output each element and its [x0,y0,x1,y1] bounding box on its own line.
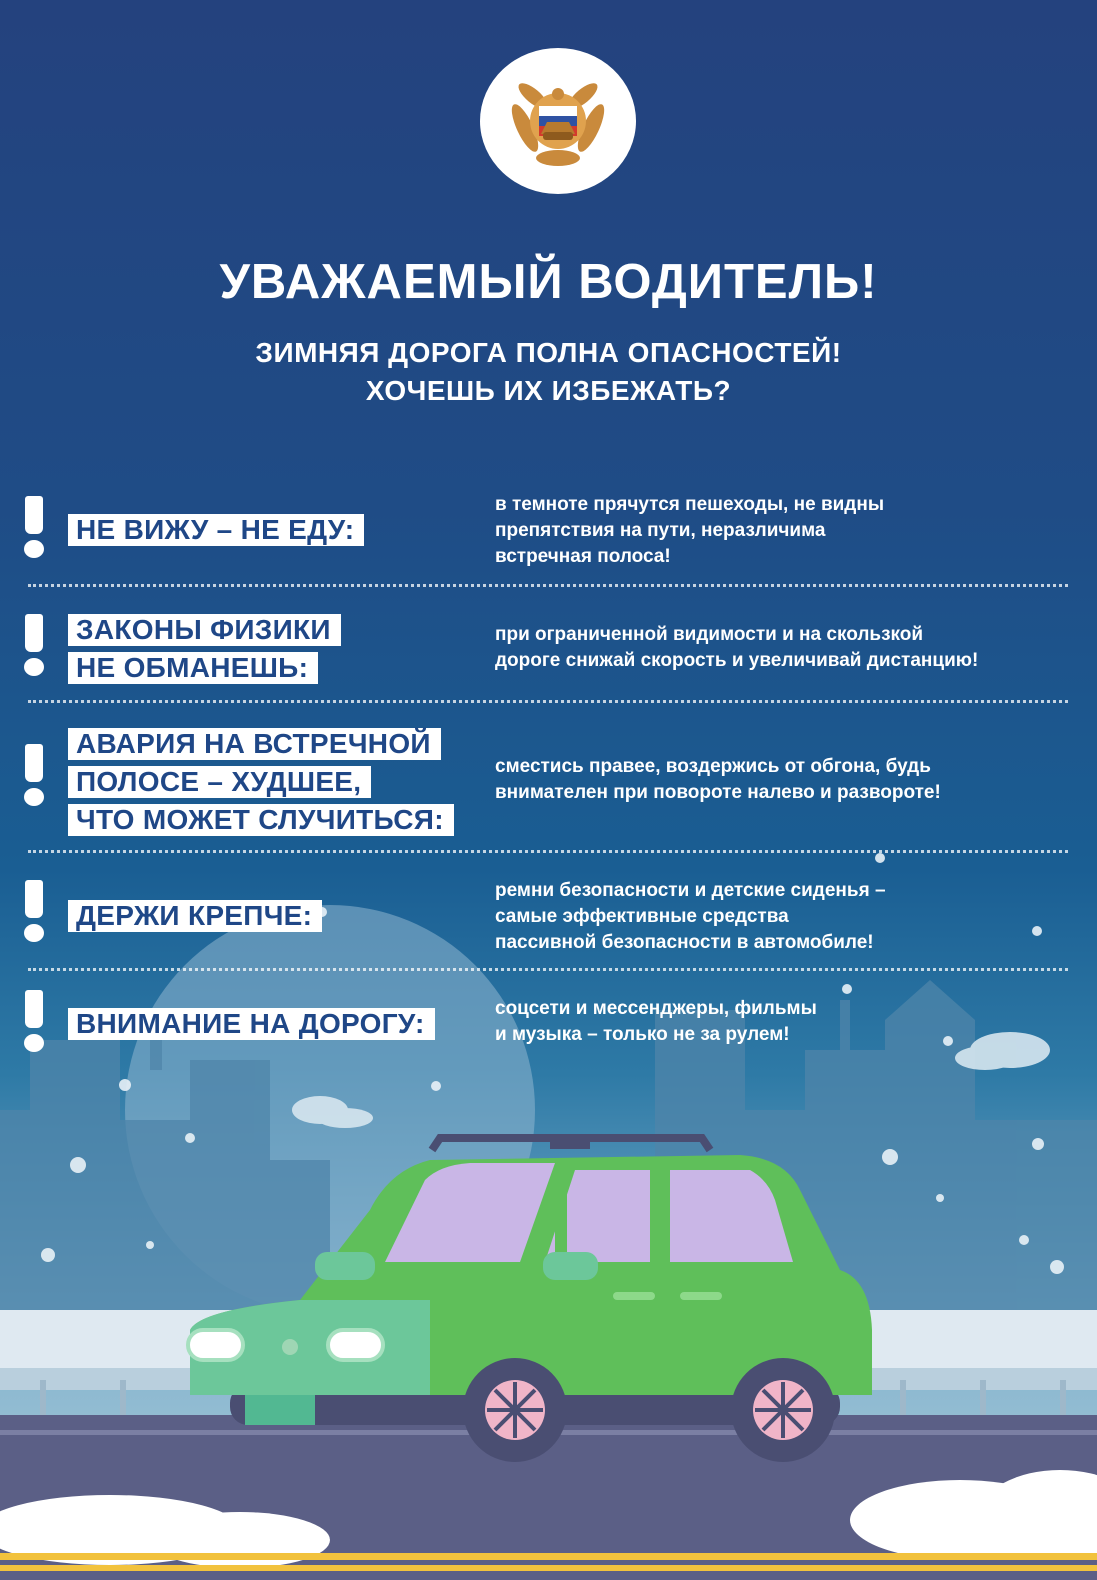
exclamation-icon [20,744,50,808]
dotted-divider [28,700,1068,703]
rule-description-line: встречная полоса! [495,546,671,567]
rule-description [495,996,1085,1048]
rule-label-line: ЗАКОНЫ ФИЗИКИ [68,614,341,646]
rule-description-line: соцсети и мессенджеры, фильмы [495,998,817,1019]
rule-label [68,728,454,842]
emblem-badge [480,48,636,194]
dotted-divider [28,968,1068,971]
rule-label-line: НЕ ВИЖУ – НЕ ЕДУ: [68,514,364,546]
front-wheel [463,1358,567,1462]
rule-description [495,754,1085,806]
rule-description-line: при ограниченной видимости и на скользкой [495,624,924,645]
rule-label-line: ЧТО МОЖЕТ СЛУЧИТЬСЯ: [68,804,454,836]
rule-description-line: самые эффективные средства [495,906,789,927]
rule-label [68,514,364,552]
page-title: УВАЖАЕМЫЙ ВОДИТЕЛЬ! [219,255,878,309]
subtitle-line: ХОЧЕШЬ ИХ ИЗБЕЖАТЬ? [365,375,732,406]
rule-description [495,622,1085,674]
rule-description-line: ремни безопасности и детские сиденья – [495,880,886,901]
rule-label [68,900,322,938]
dotted-divider [28,850,1068,853]
exclamation-icon [20,990,50,1054]
page-subtitle [0,334,1097,410]
rule-description-line: препятствия на пути, неразличима [495,520,826,541]
rule-label [68,1008,435,1046]
exclamation-icon [20,880,50,944]
rule-description-line: пассивной безопасности в автомобиле! [495,932,874,953]
rule-description-line: сместись правее, воздержись от обгона, будь [495,756,931,777]
rule-description-line: и музыка – только не за рулем! [495,1024,790,1045]
exclamation-icon [20,614,50,678]
rule-description-line: дороге снижай скорость и увеличивай дистанцию! [495,650,979,671]
rule-label-line: ВНИМАНИЕ НА ДОРОГУ: [68,1008,435,1040]
rule-label-line: ДЕРЖИ КРЕПЧЕ: [68,900,322,932]
rule-description [495,878,1085,956]
dotted-divider [28,584,1068,587]
rule-label [68,614,341,690]
subtitle-line: ЗИМНЯЯ ДОРОГА ПОЛНА ОПАСНОСТЕЙ! [255,337,842,368]
exclamation-icon [20,496,50,560]
rule-description-line: внимателен при повороте налево и развороте! [495,782,941,803]
rear-wheel [731,1358,835,1462]
traffic-police-emblem-icon [503,66,613,176]
rule-label-line: АВАРИЯ НА ВСТРЕЧНОЙ [68,728,441,760]
rule-label-line: НЕ ОБМАНЕШЬ: [68,652,318,684]
rule-label-line: ПОЛОСЕ – ХУДШЕЕ, [68,766,371,798]
rule-description [495,492,1085,570]
rule-description-line: в темноте прячутся пешеходы, не видны [495,494,885,515]
